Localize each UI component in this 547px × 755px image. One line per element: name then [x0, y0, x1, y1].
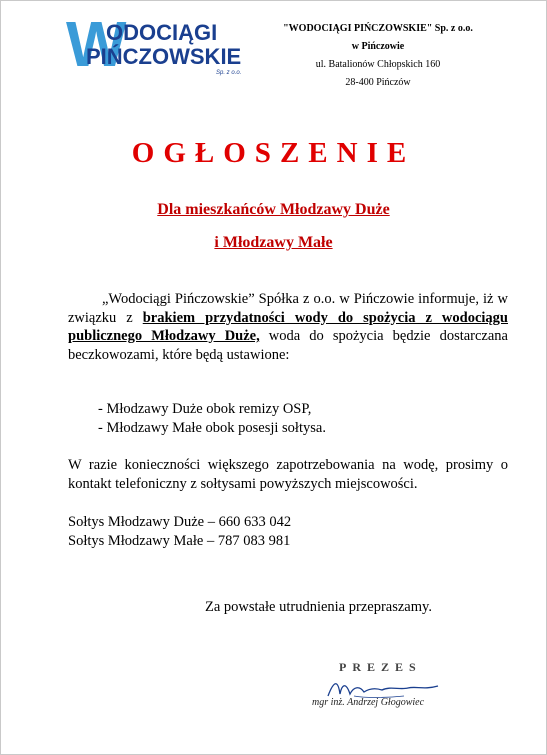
company-address — [278, 20, 478, 92]
company-name: "WODOCIĄGI PIŃCZOWSKIE" Sp. z o.o. — [283, 23, 473, 34]
contact-list — [68, 513, 508, 550]
contact-line: Sołtys Młodzawy Duże – 660 633 042 — [68, 514, 292, 530]
paragraph-notice — [68, 290, 508, 364]
closing-apology: Za powstałe utrudnienia przepraszamy. — [205, 599, 432, 615]
subtitle-line1: Dla mieszkańców Młodzawy Duże — [157, 201, 390, 218]
contact-line: Sołtys Młodzawy Małe – 787 083 981 — [68, 532, 291, 549]
company-street: ul. Batalionów Chłopskich 160 — [315, 59, 441, 70]
logo-line2: PIŃCZOWSKIE — [86, 44, 242, 69]
location-list — [98, 400, 538, 437]
notice-bold-text: brakiem przydatności wody do spożycia z wodociągu publicznego Młodzawy Duże, — [68, 309, 508, 344]
signature-role: PREZES — [339, 660, 422, 674]
notice-text-before: „Wodociągi Pińczowskie” Spółka z o.o. w Pińczowie informuje, iż w związku z — [68, 291, 508, 326]
logo-suffix: Sp. z o.o. — [216, 70, 242, 76]
announcement-title: OGŁOSZENIE — [131, 137, 416, 169]
list-item: - Młodzawy Duże obok remizy OSP, — [98, 401, 312, 417]
logo-line1: ODOCIĄGI — [106, 20, 218, 45]
signer-name: mgr inż. Andrzej Głogowiec — [312, 697, 425, 708]
notice-text-after: woda do spożycia będzie dostarczana beczkowozami, które będą ustawione: — [68, 328, 508, 363]
company-logo — [66, 8, 262, 80]
company-city-line: w Pińczowie — [351, 41, 405, 52]
subtitle-line2: i Młodzawy Małe — [214, 234, 333, 251]
list-item: - Młodzawy Małe obok posesji sołtysa. — [98, 419, 326, 436]
paragraph-contact-info: W razie konieczności większego zapotrzebowania na wodę, prosimy o kontakt telefoniczny z sołtysami powyższych miejscowości. — [68, 457, 508, 492]
logo-big-letter: W — [66, 8, 125, 80]
company-postal: 28-400 Pińczów — [345, 77, 411, 88]
